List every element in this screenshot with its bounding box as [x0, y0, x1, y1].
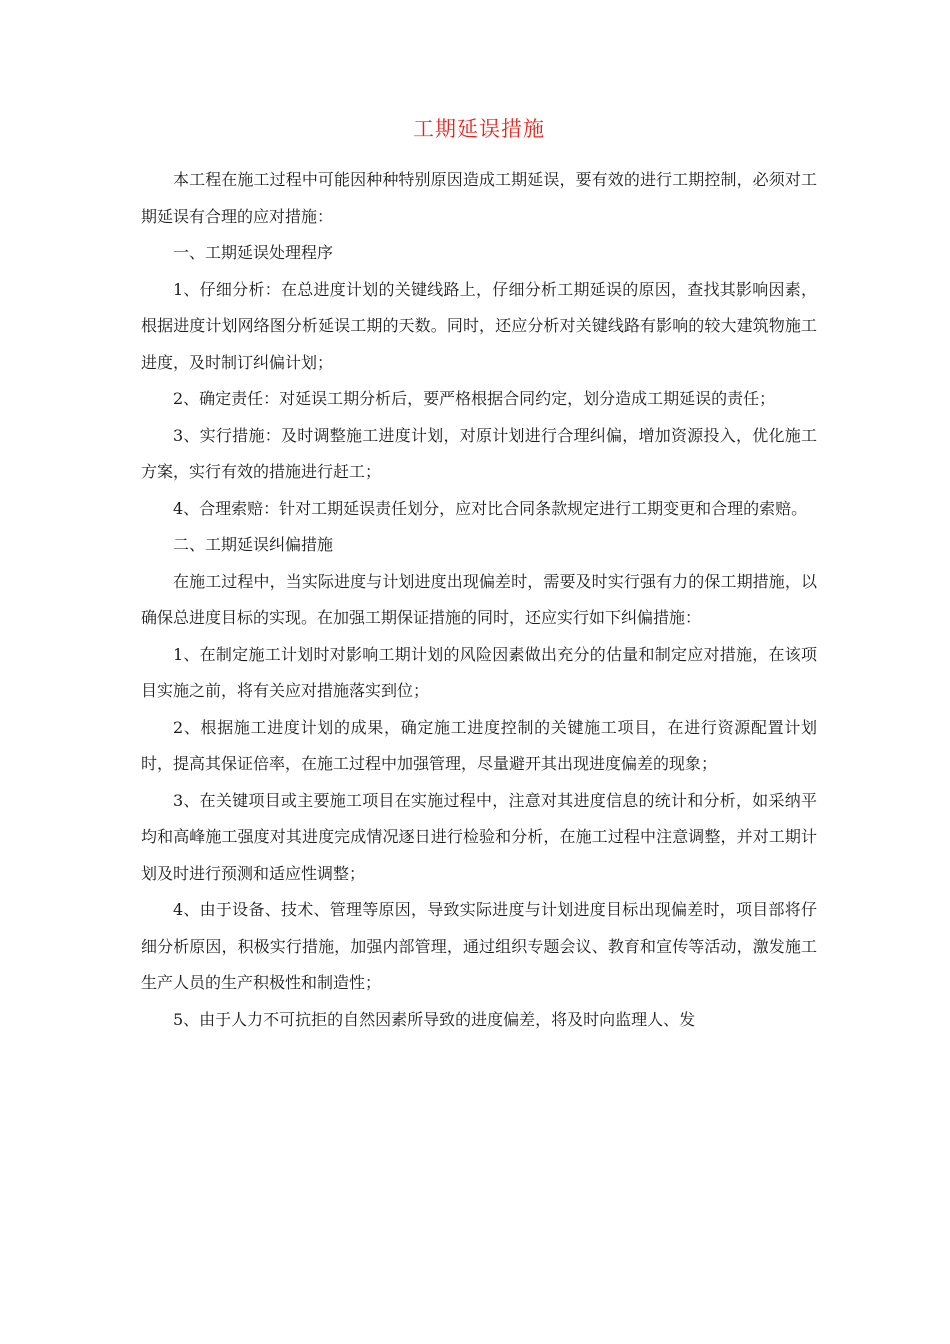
document-title: 工期延误措施 [413, 117, 545, 141]
section-heading-2: 二、工期延误纠偏措施 [173, 535, 334, 554]
section1-item-2: 2、确定责任：对延误工期分析后，要严格根据合同约定，划分造成工期延误的责任； [173, 389, 776, 408]
section2-item-4: 4、由于设备、技术、管理等原因，导致实际进度与计划进度目标出现偏差时，项目部将仔细分析原因，积极实行措施，加强内部管理，通过组织专题会议、教育和宣传等活动，激发施工生产人员的生产积极性和制造性； [141, 900, 817, 992]
section2-item-3: 3、在关键项目或主要施工项目在实施过程中，注意对其进度信息的统计和分析，如采纳平均和高峰施工强度对其进度完成情况逐日进行检验和分析，在施工过程中注意调整，并对工期计划及时进行预测和适应性调整； [141, 790, 817, 883]
section1-item-3: 3、实行措施：及时调整施工进度计划，对原计划进行合理纠偏，增加资源投入，优化施工方案，实行有效的措施进行赶工； [141, 425, 817, 481]
section2-item-2: 2、根据施工进度计划的成果，确定施工进度控制的关键施工项目，在进行资源配置计划时，提高其保证倍率，在施工过程中加强管理，尽量避开其出现进度偏差的现象； [141, 717, 817, 773]
section2-item-5: 5、由于人力不可抗拒的自然因素所导致的进度偏差，将及时向监理人、发 [173, 1009, 696, 1029]
intro-paragraph: 本工程在施工过程中可能因种种特别原因造成工期延误，要有效的进行工期控制，必须对工期延误有合理的应对措施： [141, 170, 817, 226]
section2-item-1: 1、在制定施工计划时对影响工期计划的风险因素做出充分的估量和制定应对措施，在该项目实施之前，将有关应对措施落实到位； [141, 644, 817, 700]
document-page [141, 114, 817, 1038]
section2-intro: 在施工过程中，当实际进度与计划进度出现偏差时，需要及时实行强有力的保工期措施，以确保总进度目标的实现。在加强工期保证措施的同时，还应实行如下纠偏措施： [141, 571, 817, 627]
section1-item-4: 4、合理索赔：针对工期延误责任划分，应对比合同条款规定进行工期变更和合理的索赔。 [173, 498, 808, 518]
section1-item-1: 1、仔细分析：在总进度计划的关键线路上，仔细分析工期延误的原因，查找其影响因素，根据进度计划网络图分析延误工期的天数。同时，还应分析对关键线路有影响的较大建筑物施工进度，及时制订纠偏计划； [141, 279, 817, 372]
section-heading-1: 一、工期延误处理程序 [173, 243, 334, 262]
